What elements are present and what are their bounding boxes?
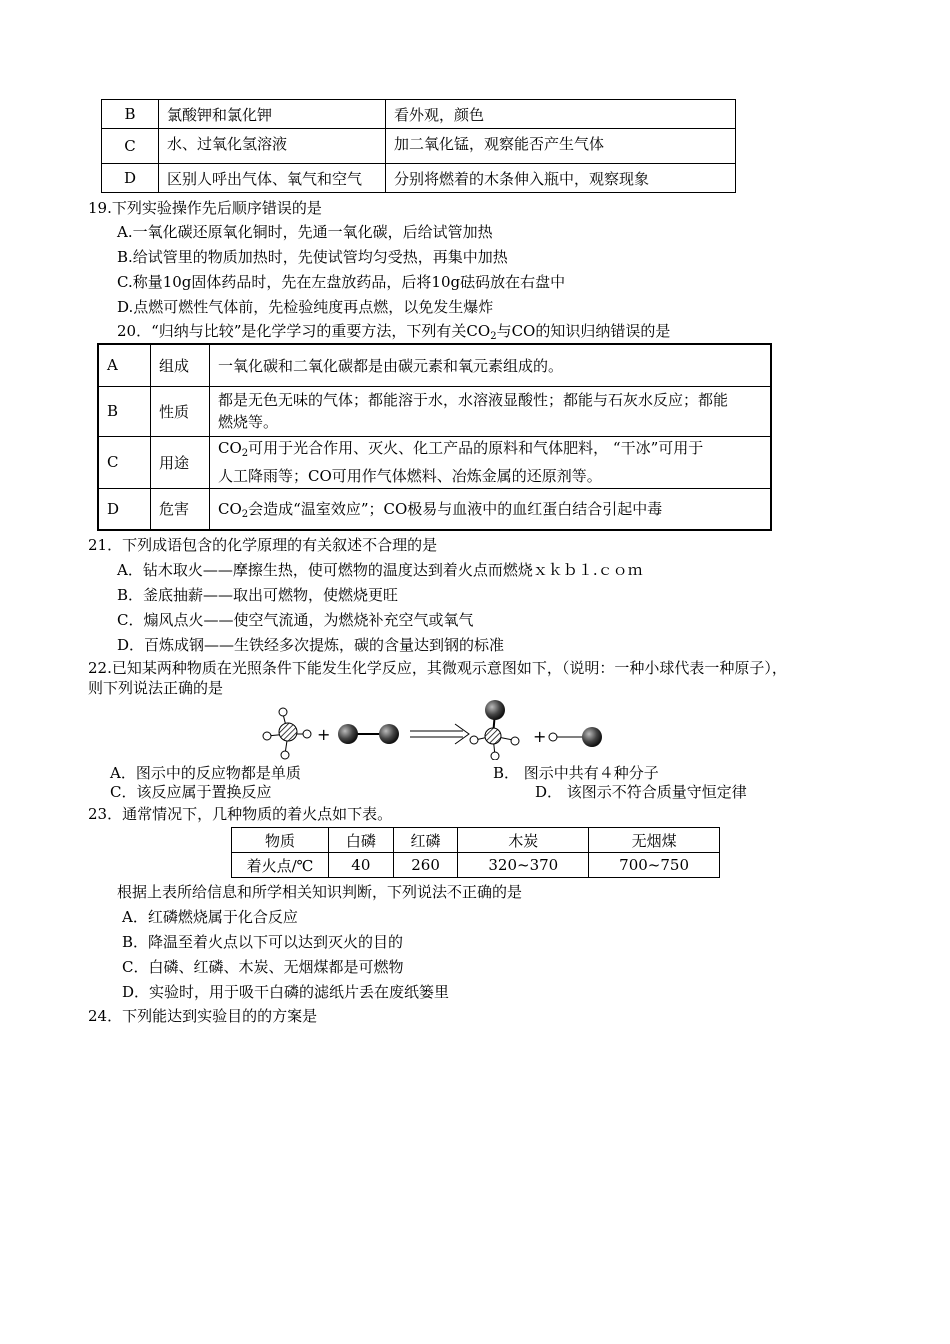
content-text: 会造成“温室效应”；CO极易与血液中的血红蛋白结合引起中毒 [248,499,663,518]
q22-option-c: C．该反应属于置换反应 [110,783,272,801]
q22-option-d: D． 该图示不符合质量守恒定律 [535,783,747,801]
q19-stem: 19.下列实验操作先后顺序错误的是 [88,199,322,217]
row-method: 分别将燃着的木条伸入瓶中，观察现象 [386,164,736,193]
q19-option-c: C.称量10g固体药品时，先在左盘放药品，后将10g砝码放在右盘中 [117,273,566,291]
q21-option-a: A．钻木取火——摩擦生热，使可燃物的温度达到着火点而燃烧ｘｋｂ１.ｃｏｍ [117,561,643,579]
subscript: 2 [241,448,249,459]
table-row [98,344,771,386]
value-cell: 40 [329,853,394,878]
row-method: 看外观，颜色 [386,100,736,129]
chloromethane-molecule [470,700,519,760]
row-content [210,386,772,436]
table-row [98,436,771,488]
hcl-molecule [549,727,602,747]
content-text: CO [218,439,242,457]
table-row [102,129,736,164]
header-cell: 无烟煤 [589,828,720,853]
q23-option-d: D．实验时，用于吸干白磷的滤纸片丢在废纸篓里 [122,983,450,1001]
content-text: 可用于光合作用、灭火、化工产品的原料和气体肥料， “干冰”可用于 [248,439,704,457]
table-row [98,386,771,436]
q21-option-b: B．釜底抽薪——取出可燃物，使燃烧更旺 [117,586,399,604]
q23-option-c: C．白磷、红磷、木炭、无烟煤都是可燃物 [122,958,404,976]
row-label: A [98,344,151,386]
q22-stem-line2: 则下列说法正确的是 [88,679,224,697]
table-row [232,853,720,878]
header-cell: 红磷 [393,828,458,853]
row-label: D [102,164,159,193]
value-cell: 着火点/℃ [232,853,329,878]
value-cell: 320~370 [458,853,589,878]
value-cell: 700~750 [589,853,720,878]
row-content: 一氧化碳和二氧化碳都是由碳元素和氧元素组成的。 [210,344,772,386]
subscript: 2 [241,508,249,520]
q20-table [97,343,772,531]
q22-stem-line1: 22.已知某两种物质在光照条件下能发生化学反应，其微观示意图如下，（说明：一种小球代表一种原子）， [88,659,787,677]
q23-option-a: A．红磷燃烧属于化合反应 [122,908,298,926]
table-row [232,828,720,853]
q19-option-d: D.点燃可燃性气体前，先检验纯度再点燃，以免发生爆炸 [117,298,494,316]
ignition-point-table [231,827,720,878]
content-line: 人工降雨等；CO可用作气体燃料、冶炼金属的还原剂等。 [218,467,602,485]
q22-option-a: A．图示中的反应物都是单质 [110,764,301,782]
row-category: 组成 [151,344,210,386]
q19-option-a: A.一氧化碳还原氧化铜时，先通一氧化碳，后给试管加热 [117,223,493,241]
row-label: C [98,436,151,488]
table-row [98,488,771,530]
row-method: 加二氧化锰，观察能否产生气体 [386,129,736,164]
content-line: 都是无色无味的气体；都能溶于水，水溶液显酸性；都能与石灰水反应；都能 [218,391,729,409]
content-line [218,437,762,465]
q24-stem: 24．下列能达到实验目的的方案是 [88,1007,318,1025]
reaction-diagram [255,700,635,760]
methane-molecule [263,708,311,759]
row-label: D [98,488,151,530]
row-content [210,436,772,488]
q20-stem-b: 与CO的知识归纳错误的是 [496,322,671,340]
header-cell: 白磷 [329,828,394,853]
plus-sign: + [317,725,331,744]
chlorine-molecule [338,724,399,744]
row-label: C [102,129,159,164]
content-line: 燃烧等。 [218,413,279,431]
reaction-arrow-icon [410,724,469,744]
row-label: B [98,386,151,436]
q20-stem-sub: 2 [490,331,497,342]
row-category: 性质 [151,386,210,436]
content-text: CO [218,499,242,518]
q23-lead: 根据上表所给信息和所学相关知识判断，下列说法不正确的是 [117,883,523,901]
row-category: 用途 [151,436,210,488]
plus-sign: + [533,727,547,746]
header-cell: 木炭 [458,828,589,853]
row-content [210,488,772,530]
q22-option-b: B． 图示中共有４种分子 [493,764,659,782]
row-items: 氯酸钾和氯化钾 [159,100,386,129]
table-row [102,100,736,129]
row-items: 区别人呼出气体、氧气和空气 [159,164,386,193]
row-category: 危害 [151,488,210,530]
q23-option-b: B．降温至着火点以下可以达到灭火的目的 [122,933,404,951]
q21-stem: 21．下列成语包含的化学原理的有关叙述不合理的是 [88,536,438,554]
value-cell: 260 [393,853,458,878]
q20-stem-a: 20．“归纳与比较”是化学学习的重要方法，下列有关CO [117,322,491,340]
q23-stem: 23．通常情况下，几种物质的着火点如下表。 [88,805,393,823]
row-items: 水、过氧化氢溶液 [159,129,386,164]
q21-option-d: D．百炼成钢——生铁经多次提炼，碳的含量达到钢的标准 [117,636,505,654]
q18-table [101,99,736,193]
q21-option-c: C．煽风点火——使空气流通，为燃烧补充空气或氧气 [117,611,474,629]
q19-option-b: B.给试管里的物质加热时，先使试管均匀受热，再集中加热 [117,248,508,266]
row-label: B [102,100,159,129]
table-row [102,164,736,193]
header-cell: 物质 [232,828,329,853]
